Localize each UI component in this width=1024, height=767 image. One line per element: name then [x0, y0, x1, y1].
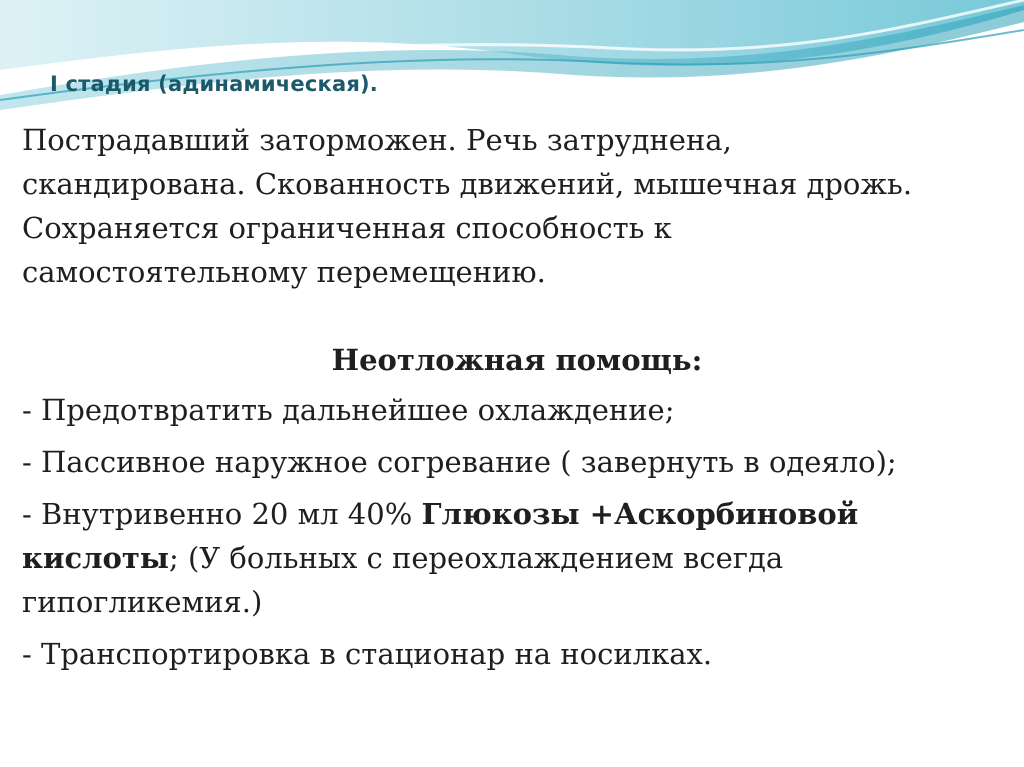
item-text: ; (У больных с переохлаждением всегда [168, 541, 784, 575]
slide-title: I стадия (адинамическая). [50, 72, 378, 96]
item-text: - Внутривенно 20 мл 40% [22, 497, 422, 531]
intro-line: Пострадавший заторможен. Речь затруднена, [22, 123, 732, 157]
list-item [22, 492, 1012, 624]
intro-line: Сохраняется ограниченная способность к [22, 211, 672, 245]
list-item: - Предотвратить дальнейшее охлаждение; [22, 393, 675, 427]
slide-content [22, 118, 1012, 684]
drug-name-bold: кислоты [22, 541, 169, 575]
intro-line: скандирована. Скованность движений, мышечная дрожь. [22, 167, 913, 201]
item-text: гипогликемия.) [22, 585, 263, 619]
intro-paragraph [22, 118, 1012, 294]
emergency-help-heading: Неотложная помощь: [331, 343, 703, 377]
drug-name-bold: Глюкозы +Аскорбиновой [421, 497, 859, 531]
list-item: - Транспортировка в стационар на носилках. [22, 637, 713, 671]
intro-line: самостоятельному перемещению. [22, 255, 546, 289]
decorative-wave-banner [0, 0, 1024, 130]
list-item: - Пассивное наружное согревание ( завернуть в одеяло); [22, 445, 897, 479]
